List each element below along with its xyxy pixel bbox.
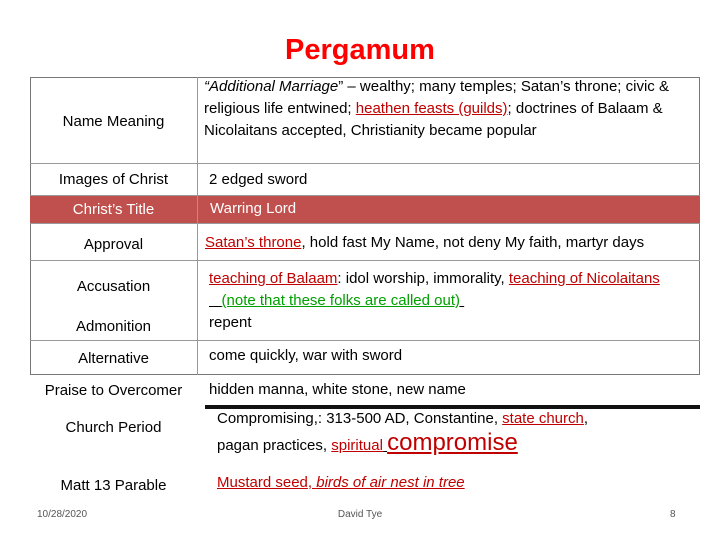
compromise-highlight: compromise	[387, 429, 518, 456]
column-divider	[197, 77, 198, 375]
row-divider	[30, 195, 700, 196]
row-divider	[30, 260, 700, 261]
admonition-value: repent	[209, 314, 252, 331]
accusation-spacer	[209, 292, 222, 309]
row-label-images-of-christ: Images of Christ	[58, 171, 169, 188]
slide-title: Pergamum	[285, 34, 435, 66]
row-label-admonition: Admonition	[75, 318, 152, 335]
footer-date: 10/28/2020	[37, 509, 88, 520]
church-period-part: ,: 313-500 AD, Constantine,	[313, 410, 503, 427]
christs-title-value: Warring Lord	[210, 200, 297, 217]
spiritual-highlight: spiritual	[331, 437, 383, 454]
alternative-value: come quickly, war with sword	[209, 347, 403, 364]
name-meaning-translation: Additional Marriage	[209, 78, 339, 95]
called-out-note: (note that these folks are called out)	[221, 292, 460, 309]
row-label-approval: Approval	[83, 236, 144, 253]
compromising-label: Compromising	[217, 410, 314, 427]
birds-of-air-highlight: birds of air nest in tree	[316, 474, 465, 491]
row-label-name-meaning: Name Meaning	[62, 113, 165, 130]
parable-value	[217, 472, 465, 494]
row-label-christs-title: Christ’s Title	[72, 201, 155, 218]
parable-separator: ,	[307, 474, 317, 491]
name-meaning-part: ; doctrines of Balaam & Nicolaitans accepted, Christianity became popular	[204, 100, 663, 139]
name-meaning-part: ” – wealthy; many temples; Satan’s throne; civic & religious life entwined;	[204, 78, 669, 117]
approval-part: , hold fast My Name, not deny My faith, martyr days	[301, 234, 645, 251]
teaching-of-nicolaitans-highlight: teaching of Nicolaitans	[508, 270, 660, 287]
row-label-accusation: Accusation	[76, 278, 151, 295]
footer-author: David Tye	[337, 509, 383, 520]
praise-value: hidden manna, white stone, new name	[209, 381, 466, 398]
accusation-part: : idol worship, immorality,	[337, 270, 509, 287]
church-period-line-2	[217, 429, 518, 457]
mustard-seed-highlight: Mustard seed	[217, 474, 308, 491]
church-period-part: pagan practices,	[217, 437, 332, 454]
name-meaning-part: “	[204, 78, 209, 95]
church-period-part: ,	[583, 410, 589, 427]
images-of-christ-value: 2 edged sword	[209, 171, 308, 188]
row-divider	[30, 340, 700, 341]
teaching-of-balaam-highlight: teaching of Balaam	[209, 270, 338, 287]
accusation-value	[209, 268, 689, 312]
approval-value	[205, 232, 644, 254]
row-divider	[30, 223, 700, 224]
row-label-matt-13-parable: Matt 13 Parable	[60, 477, 167, 494]
footer-page-number: 8	[670, 509, 676, 520]
row-divider	[30, 163, 700, 164]
heathen-feasts-highlight: heathen feasts (guilds)	[355, 100, 508, 117]
church-period-line-1	[217, 408, 588, 430]
row-label-praise-to-overcomer: Praise to Overcomer	[44, 382, 183, 399]
name-meaning-value	[204, 76, 694, 142]
satans-throne-highlight: Satan’s throne	[205, 234, 302, 251]
row-label-church-period: Church Period	[65, 419, 162, 436]
state-church-highlight: state church	[502, 410, 584, 427]
accusation-spacer	[460, 292, 464, 309]
row-label-alternative: Alternative	[78, 350, 149, 367]
